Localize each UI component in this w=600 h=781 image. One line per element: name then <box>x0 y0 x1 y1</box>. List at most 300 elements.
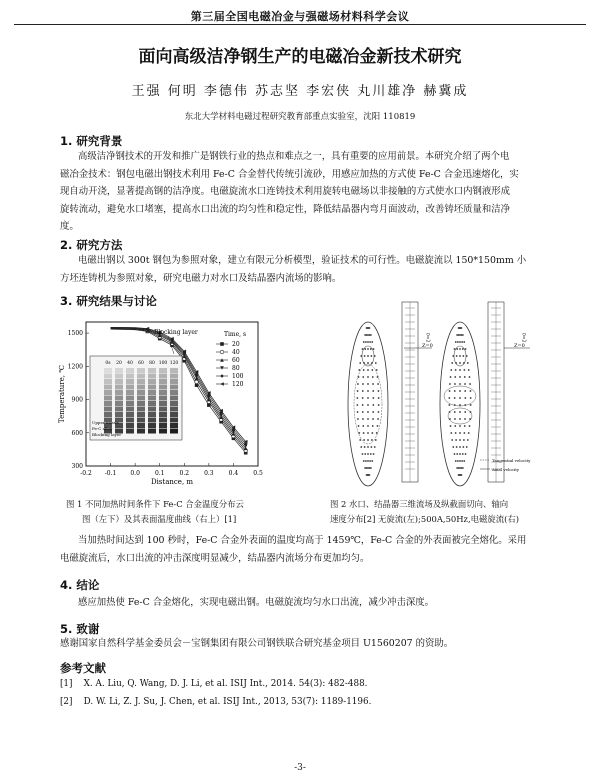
inset-cell <box>170 429 178 434</box>
inset-cell <box>137 374 145 379</box>
inset-cell <box>148 396 156 401</box>
x-tick-label: -0.1 <box>104 470 117 477</box>
x-tick-label: 0.4 <box>228 470 239 477</box>
velocity-vector <box>470 404 472 406</box>
velocity-vector <box>364 355 366 357</box>
velocity-vector <box>454 418 456 420</box>
velocity-vector <box>367 418 369 420</box>
figure-2-caption <box>330 497 570 527</box>
reference-text: X. A. Liu, Q. Wang, D. J. Li, et al. ISIJ Int., 2014. 54(3): 482-488. <box>83 679 368 689</box>
axial-legend: Axial velocity <box>492 467 520 472</box>
inset-cell <box>115 390 123 395</box>
inset-cell <box>170 374 178 379</box>
figure-1-caption-line: 图（左下）及其表面温度曲线（右上）[1] <box>82 514 237 524</box>
section-3-body <box>60 532 570 567</box>
zeta-label: ζ=0 <box>427 332 432 342</box>
velocity-vector <box>459 383 461 385</box>
section-1-body <box>60 148 570 236</box>
inset-cell <box>159 368 167 373</box>
zeta-label-right: ζ=0 <box>523 332 528 342</box>
velocity-vector <box>363 341 365 343</box>
velocity-vector <box>456 348 458 350</box>
velocity-vector <box>364 348 366 350</box>
inset-time-label: 0s <box>105 361 111 366</box>
y-axis-label: Temperature, ℃ <box>58 364 66 424</box>
velocity-vector <box>462 334 464 336</box>
figure-1-caption-line: 图 1 不同加热时间条件下 Fe-C 合金温度分布云 <box>66 499 244 509</box>
velocity-vector <box>450 376 452 378</box>
velocity-vector <box>454 376 456 378</box>
velocity-vector <box>451 362 453 364</box>
velocity-vector <box>454 411 456 413</box>
velocity-vector <box>367 383 369 385</box>
velocity-vector <box>370 453 372 455</box>
velocity-vector <box>463 362 465 364</box>
velocity-vector <box>365 341 367 343</box>
velocity-vector <box>377 376 379 378</box>
velocity-vector <box>454 397 456 399</box>
y-tick-label: 300 <box>71 463 83 470</box>
velocity-vector <box>454 404 456 406</box>
velocity-vector <box>362 425 364 427</box>
section-3-heading: 3. 研究结果与讨论 <box>60 294 157 308</box>
inset-time-label: 80 <box>149 361 155 366</box>
velocity-vector <box>459 390 461 392</box>
y-tick-label: 1200 <box>67 363 83 371</box>
velocity-vector <box>465 348 467 350</box>
figure-2-caption-line: 速度分布[2] 无旋流(左);500A,50Hz,电磁旋流(右) <box>330 514 520 524</box>
velocity-vector <box>362 383 364 385</box>
velocity-vector <box>455 369 457 371</box>
velocity-vector <box>362 411 364 413</box>
velocity-vector <box>463 341 465 343</box>
velocity-vector <box>363 460 365 462</box>
velocity-vector <box>358 432 360 434</box>
velocity-vector <box>452 446 454 448</box>
inset-cell <box>170 423 178 428</box>
velocity-vector <box>357 411 359 413</box>
velocity-vector <box>454 348 456 350</box>
velocity-vector <box>363 362 365 364</box>
velocity-vector <box>467 439 469 441</box>
inset-cell <box>148 379 156 384</box>
section-4-body <box>60 594 570 612</box>
section-5-line: 感谢国家自然科学基金委员会－宝钢集团有限公司钢铁联合研究基金项目 U1560207 的资助。 <box>60 638 454 649</box>
inset-cell <box>148 429 156 434</box>
velocity-vector <box>372 376 374 378</box>
inset-cell <box>137 412 145 417</box>
inset-cell <box>104 412 112 417</box>
velocity-vector <box>456 355 458 357</box>
velocity-vector <box>378 411 380 413</box>
velocity-vector <box>371 460 373 462</box>
section-1-line: 现自动开浇，显著提高钢的洁净度。电磁旋流水口连铸技术利用旋转电磁场以非接触的方式使水口内钢液形成 <box>60 186 511 197</box>
inset-cell <box>126 401 134 406</box>
velocity-vector <box>454 383 456 385</box>
velocity-vector <box>462 453 464 455</box>
inset-cell <box>170 368 178 373</box>
inset-cell <box>126 379 134 384</box>
velocity-vector <box>466 446 468 448</box>
inset-cell <box>159 390 167 395</box>
velocity-vector <box>449 390 451 392</box>
velocity-vector <box>377 418 379 420</box>
inset-cell <box>115 401 123 406</box>
velocity-vector <box>371 369 373 371</box>
section-2-body <box>60 252 570 287</box>
inset-cell <box>126 412 134 417</box>
velocity-vector <box>376 432 378 434</box>
velocity-vector <box>367 376 369 378</box>
inset-cell <box>148 374 156 379</box>
velocity-vector <box>370 348 372 350</box>
section-3-line: 当加热时间达到 100 秒时，Fe-C 合金外表面的温度均高于 1459℃，Fe-C 合金的外表面被完全熔化。采用 <box>78 535 527 546</box>
paper-authors: 王强 何明 李德伟 苏志坚 李宏侠 丸川雄净 赫冀成 <box>131 84 469 99</box>
velocity-vector <box>372 383 374 385</box>
inset-cell <box>115 385 123 390</box>
velocity-vector <box>367 369 369 371</box>
velocity-vector <box>372 411 374 413</box>
inset-cell <box>170 379 178 384</box>
velocity-vector <box>360 446 362 448</box>
velocity-vector <box>373 453 375 455</box>
section-5-heading: 5. 致谢 <box>60 622 100 636</box>
velocity-vector <box>462 355 464 357</box>
velocity-vector <box>367 411 369 413</box>
velocity-vector <box>375 362 377 364</box>
inset-cell <box>148 407 156 412</box>
velocity-vector <box>367 355 369 357</box>
velocity-vector <box>454 390 456 392</box>
velocity-vector <box>459 362 461 364</box>
velocity-vector <box>367 460 369 462</box>
velocity-vector <box>464 376 466 378</box>
velocity-vector <box>372 390 374 392</box>
velocity-vector <box>370 334 372 336</box>
velocity-vector <box>456 453 458 455</box>
velocity-vector <box>459 446 461 448</box>
inset-cell <box>126 368 134 373</box>
velocity-vector <box>454 453 456 455</box>
inset-cell <box>148 385 156 390</box>
velocity-vector <box>464 404 466 406</box>
velocity-vector <box>449 418 451 420</box>
legend-entry: 20 <box>232 341 240 348</box>
section-1-heading: 1. 研究背景 <box>60 134 123 148</box>
inset-cell <box>104 368 112 373</box>
velocity-vector <box>373 348 375 350</box>
velocity-vector <box>462 446 464 448</box>
inset-cell <box>126 429 134 434</box>
inset-cell <box>115 396 123 401</box>
legend-entry: 120 <box>232 381 244 388</box>
section-2-line: 方坯连铸机为参照对象，研究电磁力对水口及结晶器内流场的影响。 <box>60 272 342 284</box>
velocity-vector <box>356 397 358 399</box>
velocity-vector <box>378 390 380 392</box>
inset-cell <box>170 412 178 417</box>
velocity-vector <box>450 425 452 427</box>
velocity-vector <box>470 397 472 399</box>
inset-cell <box>104 396 112 401</box>
velocity-vector <box>462 348 464 350</box>
velocity-vector <box>459 376 461 378</box>
inset-cell <box>104 374 112 379</box>
data-point <box>220 374 224 378</box>
velocity-vector <box>463 432 465 434</box>
inset-time-label: 60 <box>138 361 144 366</box>
velocity-vector <box>466 355 468 357</box>
blocking-layer-annotation: Blocking layer <box>154 329 198 336</box>
velocity-vector <box>461 474 463 476</box>
inset-cell <box>170 385 178 390</box>
velocity-vector <box>459 418 461 420</box>
velocity-vector <box>367 432 369 434</box>
velocity-vector <box>362 418 364 420</box>
velocity-vector <box>374 446 376 448</box>
velocity-vector <box>372 425 374 427</box>
inset-cell <box>148 368 156 373</box>
x-tick-label: 0.1 <box>154 470 165 477</box>
velocity-vector <box>363 432 365 434</box>
inset-label-nozzle: Upper nozzle <box>92 420 119 425</box>
inset-cell <box>148 390 156 395</box>
inset-cell <box>104 385 112 390</box>
z0b-label: Z=0 <box>514 343 525 349</box>
velocity-vector <box>467 362 469 364</box>
velocity-vector <box>359 362 361 364</box>
conference-header: 第三届全国电磁冶金与强磁场材料科学会议 <box>190 10 410 23</box>
velocity-vector <box>459 425 461 427</box>
velocity-vector <box>456 446 458 448</box>
inset-time-label: 120 <box>169 361 179 366</box>
velocity-vector <box>372 418 374 420</box>
paper-affiliation: 东北大学材料电磁过程研究教育部重点实验室，沈阳 110819 <box>184 112 416 122</box>
inset-cell <box>159 418 167 423</box>
velocity-vector <box>362 390 364 392</box>
velocity-vector <box>362 348 364 350</box>
inset-cell <box>137 379 145 384</box>
inset-label-fec: Fe-C alloy <box>92 426 113 431</box>
velocity-vector <box>464 411 466 413</box>
velocity-vector <box>369 341 371 343</box>
inset-cell <box>159 396 167 401</box>
velocity-vector <box>367 425 369 427</box>
inset-cell <box>148 418 156 423</box>
velocity-vector <box>459 453 461 455</box>
velocity-vector <box>371 362 373 364</box>
velocity-vector <box>371 432 373 434</box>
inset-cell <box>137 390 145 395</box>
velocity-vector <box>463 460 465 462</box>
inset-cell <box>170 401 178 406</box>
velocity-vector <box>362 404 364 406</box>
velocity-vector <box>365 460 367 462</box>
inset-cell <box>104 407 112 412</box>
velocity-vector <box>455 432 457 434</box>
legend-entry: 60 <box>232 357 240 364</box>
inset-cell <box>104 390 112 395</box>
inset-cell <box>159 423 167 428</box>
velocity-vector <box>469 418 471 420</box>
velocity-vector <box>449 383 451 385</box>
temperature-cloud-inset <box>90 356 182 440</box>
velocity-vector <box>369 460 371 462</box>
velocity-vector <box>455 439 457 441</box>
velocity-vector <box>468 432 470 434</box>
velocity-vector <box>363 439 365 441</box>
velocity-vector <box>464 425 466 427</box>
inset-cell <box>148 401 156 406</box>
inset-cell <box>115 374 123 379</box>
velocity-vector <box>461 460 463 462</box>
inset-cell <box>159 379 167 384</box>
y-tick-label: 600 <box>71 429 83 437</box>
velocity-vector <box>356 404 358 406</box>
inset-cell <box>137 407 145 412</box>
reference-item <box>60 679 570 689</box>
velocity-vector <box>459 404 461 406</box>
legend-entry: 40 <box>232 349 240 356</box>
inset-cell <box>104 379 112 384</box>
section-4-heading: 4. 结论 <box>60 578 100 592</box>
velocity-vector <box>367 341 369 343</box>
velocity-vector <box>459 432 461 434</box>
velocity-vector <box>374 355 376 357</box>
figure-2-caption-line: 图 2 水口、结晶器三维流场及纵截面切向、轴向 <box>330 499 509 509</box>
velocity-vector <box>367 390 369 392</box>
velocity-vector <box>469 383 471 385</box>
velocity-vector <box>463 439 465 441</box>
velocity-vector <box>367 453 369 455</box>
velocity-vector <box>364 446 366 448</box>
velocity-vector <box>377 425 379 427</box>
velocity-vector <box>464 390 466 392</box>
velocity-vector <box>464 397 466 399</box>
velocity-vector <box>448 397 450 399</box>
header-divider <box>14 24 586 25</box>
velocity-vector <box>358 376 360 378</box>
inset-cell <box>159 374 167 379</box>
velocity-vector <box>378 404 380 406</box>
data-point <box>220 382 224 386</box>
velocity-vector <box>459 369 461 371</box>
velocity-vector <box>369 327 371 329</box>
velocity-vector <box>464 383 466 385</box>
velocity-vector <box>450 432 452 434</box>
section-5-body <box>60 635 570 653</box>
velocity-vector <box>359 439 361 441</box>
velocity-vector <box>459 355 461 357</box>
velocity-vector <box>371 439 373 441</box>
inset-cell <box>170 418 178 423</box>
inset-cell <box>126 390 134 395</box>
reference-number: [1] <box>60 679 73 689</box>
velocity-vector <box>462 467 464 469</box>
figure-2-illustration <box>330 296 550 492</box>
velocity-vector <box>358 425 360 427</box>
velocity-vector <box>463 369 465 371</box>
velocity-vector <box>367 446 369 448</box>
velocity-vector <box>367 404 369 406</box>
inset-cell <box>115 368 123 373</box>
legend-entry: 100 <box>232 373 244 380</box>
inset-cell <box>137 418 145 423</box>
tangential-legend: Tangential velocity <box>492 458 531 463</box>
velocity-vector <box>371 341 373 343</box>
figure-1-caption <box>66 497 296 527</box>
inset-cell <box>115 379 123 384</box>
reference-number: [2] <box>60 697 73 707</box>
velocity-vector <box>449 411 451 413</box>
velocity-vector <box>370 355 372 357</box>
inset-cell <box>159 401 167 406</box>
velocity-vector <box>362 397 364 399</box>
velocity-vector <box>459 348 461 350</box>
velocity-vector <box>450 369 452 371</box>
inset-cell <box>126 418 134 423</box>
inset-cell <box>137 396 145 401</box>
section-1-line: 旋转流动，避免水口堵塞，提高水口出流的均匀性和稳定性，降低结晶器内弯月面波动，改善铸坯质量和洁净 <box>60 203 511 215</box>
velocity-vector <box>454 425 456 427</box>
velocity-vector <box>367 348 369 350</box>
section-2-line: 电磁出钢以 300t 钢包为参照对象，建立有限元分析模型，验证技术的可行性。电磁旋流以 150*150mm 小 <box>78 255 527 266</box>
velocity-vector <box>459 439 461 441</box>
velocity-vector <box>370 467 372 469</box>
velocity-vector <box>451 439 453 441</box>
inset-label-blocking: Blocking layer <box>92 432 122 437</box>
velocity-vector <box>357 418 359 420</box>
velocity-vector <box>367 397 369 399</box>
inset-cell <box>148 412 156 417</box>
velocity-vector <box>457 341 459 343</box>
section-1-line: 高级洁净钢技术的开发和推广是钢铁行业的热点和难点之一，具有重要的应用前景。本研究介绍了两个电 <box>78 151 510 162</box>
velocity-vector <box>469 376 471 378</box>
inset-cell <box>137 385 145 390</box>
velocity-vector <box>452 355 454 357</box>
velocity-vector <box>455 362 457 364</box>
inset-cell <box>126 407 134 412</box>
inset-cell <box>148 423 156 428</box>
velocity-vector <box>375 439 377 441</box>
velocity-vector <box>459 397 461 399</box>
paper-title: 面向高级洁净钢生产的电磁冶金新技术研究 <box>138 47 462 67</box>
velocity-vector <box>448 404 450 406</box>
x-tick-label: 0.0 <box>130 470 140 477</box>
references-heading: 参考文献 <box>60 661 106 675</box>
inset-cell <box>159 407 167 412</box>
inset-cell <box>159 429 167 434</box>
velocity-vector <box>465 453 467 455</box>
section-1-line: 磁冶金技术：钢包电磁出钢技术利用 Fe-C 合金替代传统引流砂，用感应加热的方式使 Fe-C 合金迅速熔化，实 <box>60 168 519 180</box>
velocity-vector <box>363 369 365 371</box>
inset-cell <box>137 423 145 428</box>
inset-cell <box>126 396 134 401</box>
velocity-vector <box>461 327 463 329</box>
x-tick-label: 0.2 <box>179 470 190 477</box>
velocity-vector <box>367 362 369 364</box>
velocity-vector <box>360 355 362 357</box>
velocity-vector <box>369 474 371 476</box>
figure-1-chart <box>56 314 278 492</box>
velocity-vector <box>459 411 461 413</box>
velocity-vector <box>364 453 366 455</box>
data-point <box>220 342 224 346</box>
chart-legend <box>216 331 246 388</box>
inset-cell <box>115 407 123 412</box>
inset-cell <box>137 368 145 373</box>
velocity-vector <box>457 460 459 462</box>
reference-text: D. W. Li, Z. J. Su, J. Chen, et al. ISIJ Int., 2013, 53(7): 1189-1196. <box>83 697 372 707</box>
